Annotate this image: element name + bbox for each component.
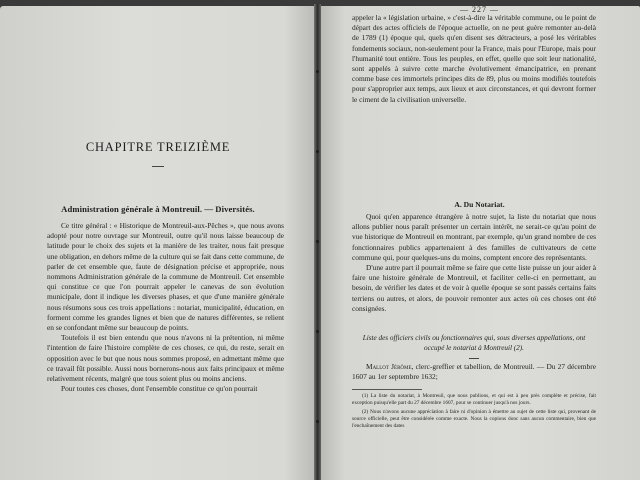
list-rule [469, 358, 479, 359]
page-number: — 227 — [460, 6, 499, 14]
left-paragraph: Ce titre général : « Historique de Montreuil-aux-Pêches », que nous avons adopté pour notre ouvrage sur Montreuil, outre qu'il nous laisse beaucoup de latitude pour le choix des sujets et la manière de les traiter, nous fait presque une obligation, en dehors même de la culture qui se fait dans cette commune, de parler de cet ensemble que, faute de désignation précise et appropriée, nous nommons Administration générale de la commune de Montreuil. Cet ensemble qui constitue ce que l'on pourrait appeler le canevas de son évolution municipale, dont il indique les diverses phases, et que d'une manière générale nous résumons sous ces trois appellations : notariat, municipalité, éducation, en forment comme les grandes lignes et bien que de natures différentes, se relient en se confondant même sur beaucoup de points. [47, 221, 284, 333]
footnote: (1) La liste du notariat, à Montreuil, que nous publions, et qui est à peu près complète et précise, fait exception puisqu'elle part du 27 décembre 1607, pour se continuer jusqu'à nos jours. [352, 393, 596, 407]
entry-name: Mallot Jérôme [366, 362, 412, 371]
chapter-rule [152, 166, 164, 167]
right-page [319, 6, 640, 480]
right-paragraph: D'une autre part il pourrait même se faire que cette liste puisse un jour aider à faire une histoire générale de Montreuil, et faciliter celle-ci en permettant, au besoin, de vérifier les dates et de voir à quelle époque se sont passés certains faits terriens ou autres, et alors, de pouvoir remonter aux actes où ces choses ont été consignées. [352, 263, 596, 313]
subheading-notariat: A. Du Notariat. [454, 200, 505, 209]
list-title: Liste des officiers civils ou fonctionnaires qui, sous diverses appellations, ont occupé le notariat à Montreuil (2). [362, 334, 586, 352]
right-body-top [352, 13, 596, 105]
section-title: Administration générale à Montreuil. — Diversités. [61, 204, 255, 214]
list-entry [352, 362, 596, 382]
entry-details: , clerc-greffier et tabellion, de Montreuil. — Du 27 décembre 1607 au 1er septembre 1632; [352, 362, 596, 382]
left-body-text [47, 221, 284, 394]
footnotes [352, 393, 596, 431]
left-paragraph: Pour toutes ces choses, dont l'ensemble constitue ce qu'on pourrait [61, 384, 258, 394]
left-page [0, 6, 316, 480]
left-paragraph: Toutefois il est bien entendu que nous n'avons ni la prétention, ni même l'intention de faire l'histoire complète de ces choses, ce qui, du reste, serait en opposition avec le but que nous nous sommes proposé, en admettant même que ce travail fût possible. Aussi nous bornerons-nous aux faits principaux et même relativement récents, malgré que tous soient plus ou moins anciens. [47, 333, 284, 384]
chapter-title: CHAPITRE TREIZIÈME [85, 140, 231, 154]
footnote-rule [352, 389, 422, 390]
right-paragraph: appeler la « législation urbaine, » c'est-à-dire la véritable commune, ou le point de départ des actes officiels de l'époque actuelle, on ne peut guère remonter au-delà de 1789 (1) époque qui, quels qu'en disent ses détracteurs, a posé les véritables fondements sociaux, non-seulement pour la France, mais pour l'Europe, mais pour l'humanité tout entière. Tous les peuples, en effet, quelle que soit leur nationalité, sont appelés à suivre cette marche évolutivement émancipatrice, en prenant comme base ces immortels principes dits de 89, plus ou moins modifiés toutefois pour s'approprier aux temps, aux lieux et aux circonstances, et qui devront former le ciment de la civilisation universelle. [352, 13, 596, 104]
footnote: (2) Nous n'avons aucune appréciation à faire ni d'opinion à émettre au sujet de cette liste qui, provenant de source officielle, peut être considérée comme exacte. Nous la copions donc sans aucun commentaire, bien que l'enchaînement des dates [352, 408, 596, 430]
right-paragraph: Quoi qu'en apparence étrangère à notre sujet, la liste du notariat que nous allons publier nous paraît présenter un certain intérêt, ne serait-ce qu'au point de vue historique de Montreuil en montrant, par exemple, qu'un grand nombre de ces fonctionnaires publics appartenaient à des familles de cultivateurs de cette commune qui, pour quelques-uns du moins, comptent encore des représentants. [352, 212, 596, 262]
right-body-notariat [352, 212, 596, 314]
